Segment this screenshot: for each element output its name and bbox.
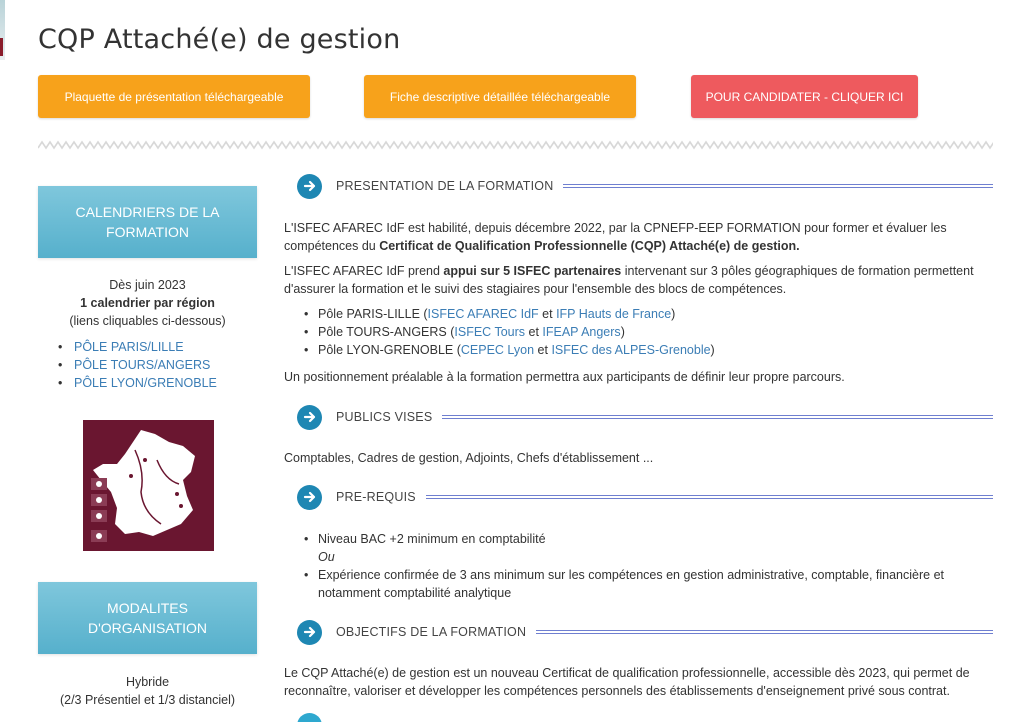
section-prerequis-header [297, 484, 993, 510]
publics-text: Comptables, Cadres de gestion, Adjoints, Chefs d'établissement ... [284, 451, 654, 465]
pole-sep: et [534, 343, 552, 357]
objectifs-text: Le CQP Attaché(e) de gestion est un nouveau Certificat de qualification professionnelle, accessible dès 2023, qui permet de reconnaître, valoriser et développer les compétences personnels des établissements d'enseignement privé sous contrat. [284, 666, 970, 698]
arrow-circle-right-icon [297, 174, 322, 199]
modalites-detail: (2/3 Présentiel et 1/3 distanciel) [59, 693, 236, 707]
pole-paris-lille-link[interactable]: • PÔLE PARIS/LILLE [58, 338, 217, 356]
plaquette-download-button[interactable]: Plaquette de présentation téléchargeable [38, 75, 310, 118]
arrow-circle-right-icon [297, 713, 322, 722]
pole-sep: et [538, 307, 557, 321]
modalites-mode: Hybride [125, 675, 170, 689]
arrow-circle-right-icon [297, 405, 322, 430]
ifeap-angers-link[interactable]: IFEAP Angers [542, 325, 621, 339]
pole-close: ) [710, 343, 715, 357]
prerequis-ou [304, 548, 994, 566]
cepec-lyon-link[interactable]: CEPEC Lyon [460, 343, 535, 357]
section-publics-title: PUBLICS VISES [336, 410, 433, 424]
isfec-alpes-grenoble-link[interactable]: ISFEC des ALPES-Grenoble [551, 343, 711, 357]
zigzag-divider [38, 138, 993, 152]
section-divider-line [563, 184, 993, 188]
prerequis-ou-text: Ou [318, 550, 335, 564]
section-prerequis-title: PRE-REQUIS [336, 490, 416, 504]
arrow-circle-right-icon [297, 485, 322, 510]
presentation-p1-text: L'ISFEC AFAREC IdF est habilité, depuis décembre 2022, par la CPNEFP-EEP FORMATION pour former et évaluer les compétences du [284, 221, 947, 253]
page-title: CQP Attaché(e) de gestion [38, 24, 401, 55]
pole-label: Pôle PARIS-LILLE ( [318, 307, 428, 321]
isfec-tours-link[interactable]: ISFEC Tours [454, 325, 526, 339]
ifp-hauts-de-france-link[interactable]: IFP Hauts de France [556, 307, 672, 321]
calendriers-date: Dès juin 2023 [109, 278, 186, 292]
france-map-icon [83, 420, 214, 551]
section-divider-line [536, 630, 993, 634]
section-publics-header [297, 404, 993, 430]
candidater-button[interactable]: POUR CANDIDATER - CLIQUER ICI [691, 75, 918, 118]
poles-list [304, 305, 994, 359]
calendriers-count: 1 calendrier par région [80, 296, 215, 310]
arrow-circle-right-icon [297, 620, 322, 645]
presentation-p2-text-end: intervenant sur 3 pôles géographiques de formation permettent d'assurer la formation et le suivi des stagiaires pour l'ensemble des blocs de compétences. [284, 264, 974, 296]
calendriers-title: CALENDRIERS DE LA FORMATION [75, 204, 220, 240]
prerequis-item: • Niveau BAC +2 minimum en comptabilité [304, 530, 994, 548]
presentation-paragraph-2 [284, 262, 996, 298]
modalites-box [38, 582, 257, 654]
section-objectifs-header [297, 619, 993, 645]
prerequis-item: • Expérience confirmée de 3 ans minimum sur les compétences en gestion administrative, comptable, financière et notamment comptabilité analytique [304, 566, 994, 602]
presentation-p1-bold: Certificat de Qualification Professionnelle (CQP) Attaché(e) de gestion. [379, 239, 800, 253]
calendriers-hint: (liens cliquables ci-dessous) [69, 314, 226, 328]
pole-label: Pôle LYON-GRENOBLE ( [318, 343, 461, 357]
calendriers-box [38, 186, 257, 258]
pole-close: ) [671, 307, 676, 321]
modalites-title: MODALITES D'ORGANISATION [87, 600, 208, 636]
presentation-paragraph-1 [284, 219, 996, 255]
pole-tours-angers-link[interactable]: • PÔLE TOURS/ANGERS [58, 356, 217, 374]
modalites-text [38, 673, 257, 709]
section-objectifs-title: OBJECTIFS DE LA FORMATION [336, 625, 527, 639]
section-presentation-title: PRESENTATION DE LA FORMATION [336, 179, 554, 193]
section-divider-line [442, 415, 993, 419]
pole-item [304, 341, 994, 359]
pole-lyon-grenoble-link[interactable]: • PÔLE LYON/GRENOBLE [58, 374, 217, 392]
pole-item [304, 305, 994, 323]
pole-item [304, 323, 994, 341]
presentation-paragraph-3: Un positionnement préalable à la formation permettra aux participants de définir leur propre parcours. [284, 370, 845, 384]
pole-label: Pôle TOURS-ANGERS ( [318, 325, 455, 339]
france-map-image [83, 420, 214, 551]
section-presentation-header [297, 173, 993, 199]
presentation-p2-text: L'ISFEC AFAREC IdF prend [284, 264, 444, 278]
calendriers-links [58, 338, 217, 392]
section-divider-line [426, 495, 993, 499]
pole-sep: et [525, 325, 543, 339]
calendriers-text [38, 276, 257, 330]
prerequis-list [304, 530, 994, 602]
fiche-download-button[interactable]: Fiche descriptive détaillée téléchargeable [364, 75, 636, 118]
page-edge-accent [0, 38, 3, 56]
pole-close: ) [620, 325, 625, 339]
presentation-p2-bold: appui sur 5 ISFEC partenaires [443, 264, 622, 278]
isfec-afarec-idf-link[interactable]: ISFEC AFAREC IdF [427, 307, 539, 321]
